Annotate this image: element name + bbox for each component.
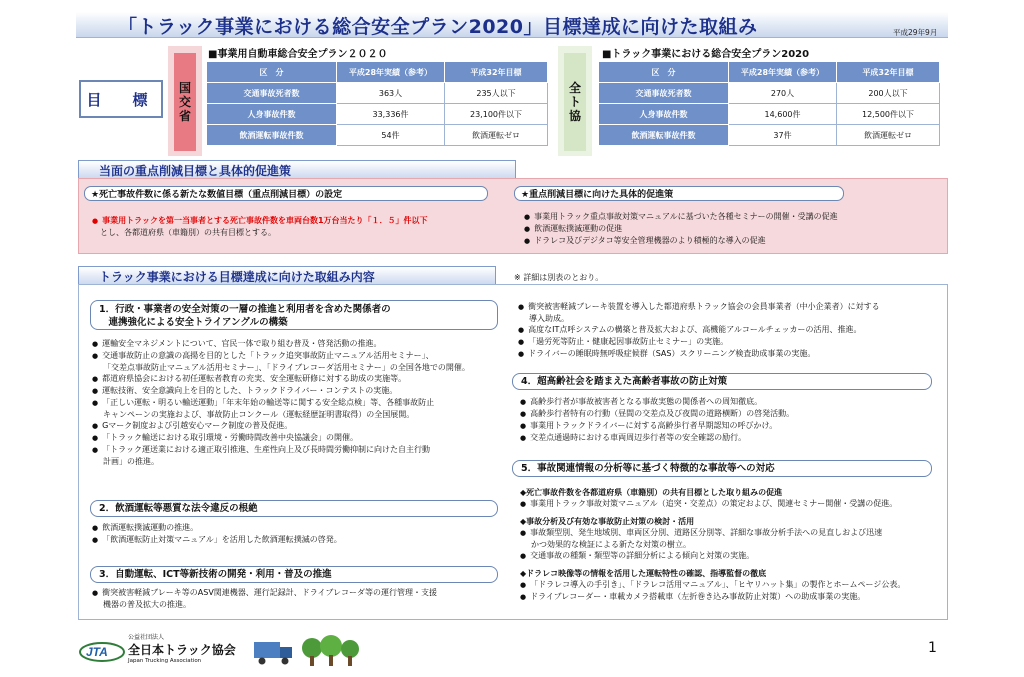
org-char: 国 <box>178 81 191 95</box>
org-char: 協 <box>568 109 581 123</box>
cell-target: 235人以下 <box>445 83 548 104</box>
row-label: 飲酒運転事故件数 <box>207 125 337 146</box>
logo-text: JTA <box>86 645 108 659</box>
section1-left-red <box>92 215 428 227</box>
mlit-target-table <box>206 61 548 146</box>
col-header: 平成32年目標 <box>445 62 548 83</box>
list-item: ● 高度なIT点呼システムの構築と普及拡大および、高機能アルコールチェッカーの活用、推進。 <box>518 324 880 336</box>
truck-icon <box>252 638 296 668</box>
goal-label: 目 標 <box>79 80 163 118</box>
mlit-org-label <box>174 53 196 151</box>
row-label: 人身事故件数 <box>207 104 337 125</box>
cell-target: 12,500件以下 <box>837 104 940 125</box>
list-item: ● 交通事故防止の意識の高揚を目的とした「トラック追突事故防止マニュアル活用セミナー」、 <box>92 350 470 362</box>
cell-actual: 363人 <box>337 83 445 104</box>
list-item: ● 「飲酒運転防止対策マニュアル」を活用した飲酒運転撲滅の啓発。 <box>92 534 342 546</box>
row-label: 飲酒運転事故件数 <box>599 125 729 146</box>
col-header: 平成28年実績（参考） <box>337 62 445 83</box>
trees-icon <box>300 634 362 670</box>
list-item: ● 「正しい運転・明るい輸送運動」「年末年始の輸送等に関する安全総点検」等、各種事故防止 <box>92 397 470 409</box>
table-header-row <box>207 62 548 83</box>
table-header-row <box>599 62 940 83</box>
list-item: ● 運転技術、安全意識向上を目的とした、トラックドライバー・コンテストの実施。 <box>92 385 470 397</box>
list-item: ● ドライバーの睡眠時無呼吸症候群（SAS）スクリーニング検査助成事業の実施。 <box>518 348 880 360</box>
group-head: ◆事故分析及び有効な事故防止対策の検討・活用 <box>520 517 695 526</box>
card4-list <box>520 396 794 444</box>
date-label: 平成29年9月 <box>893 28 938 37</box>
card2-head: 2．飲酒運転等悪質な法令違反の根絶 <box>90 500 498 517</box>
row-label: 人身事故件数 <box>599 104 729 125</box>
org-char: 交 <box>178 95 191 109</box>
section1-right-list <box>524 211 838 247</box>
list-item: ● 交通事故の種類・類型等の詳細分析による傾向と対策の実施。 <box>520 550 905 562</box>
group-head: ◆死亡事故件数を各都道府県（車籍別）の共有目標とした取り組みの促進 <box>520 488 783 497</box>
cell-actual: 37件 <box>729 125 837 146</box>
list-item: ● 事業用トラック事故対策マニュアル（追突・交差点）の策定および、関連セミナー開催・受講の促進。 <box>520 498 905 510</box>
assoc-name-block <box>128 632 236 664</box>
list-item: ● 都道府県協会における初任運転者教育の充実、安全運転研修に対する助成の実施等。 <box>92 373 470 385</box>
table-row <box>207 125 548 146</box>
list-item-cont: 機器の普及拡大の推進。 <box>103 600 191 609</box>
row-label: 交通事故死者数 <box>207 83 337 104</box>
cell-target: 飲酒運転ゼロ <box>445 125 548 146</box>
card-title-line: 連携強化による安全トライアングルの構築 <box>99 317 288 328</box>
card3-list <box>92 587 437 610</box>
bullet-icon <box>92 216 102 225</box>
assoc-en: Japan Trucking Association <box>128 658 202 664</box>
right-top-list <box>518 301 880 360</box>
col-header: 平成32年目標 <box>837 62 940 83</box>
card2-list <box>92 522 342 546</box>
assoc-name: 全日本トラック協会 <box>128 643 236 657</box>
list-item: ● 高齢歩行者が事故被害者となる事故実態の関係者への周知徹底。 <box>520 396 794 408</box>
card5-list <box>520 487 905 603</box>
table-row <box>599 125 940 146</box>
card3-head: 3．自動運転、ICT等新技術の開発・利用・普及の推進 <box>90 566 498 583</box>
jta-logo <box>78 638 126 664</box>
card1-head <box>90 300 498 330</box>
col-header: 区 分 <box>599 62 729 83</box>
page-number: 1 <box>928 640 937 656</box>
cell-target: 200人以下 <box>837 83 940 104</box>
list-item: ● 運輸安全マネジメントについて、官民一体で取り組む普及・啓発活動の推進。 <box>92 338 470 350</box>
list-item: ● 交差点通過時における車両周辺歩行者等の安全確認の励行。 <box>520 432 794 444</box>
list-item-cont: キャンペーンの実施および、事故防止コンクール（運転経歴証明書取得）の全国展開。 <box>103 410 415 419</box>
red-text: 事業用トラックを第一当事者とする死亡事故件数を車両台数1万台当たり「１．５」件以下 <box>102 216 428 225</box>
list-item: ● 「トラック輸送における取引環境・労働時間改善中央協議会」の開催。 <box>92 432 470 444</box>
list-item: ● ドライブレコーダー・車載カメラ搭載車（左折巻き込み事故防止対策）への助成事業の実施。 <box>520 591 905 603</box>
cell-actual: 54件 <box>337 125 445 146</box>
page-title: 「トラック事業における総合安全プラン2020」目標達成に向けた取組み <box>118 16 758 38</box>
list-item-cont: 計画」の推進。 <box>103 457 159 466</box>
card-title-line: 1．行政・事業者の安全対策の一層の推進と利用者を含めた関係者の <box>99 304 391 315</box>
list-item: ● 「ドラレコ導入の手引き」、「ドラレコ活用マニュアル」、「ヒヤリハット集」の製作とホームページ公表。 <box>520 579 905 591</box>
org-char: 省 <box>178 109 191 123</box>
table-row <box>599 83 940 104</box>
section2-header: トラック事業における目標達成に向けた取組み内容 <box>78 266 496 286</box>
assoc-small: 公益社団法人 <box>128 634 165 641</box>
jta-target-table <box>598 61 940 146</box>
table-row <box>207 83 548 104</box>
list-item: ● 飲酒運転撲滅運動の推進。 <box>92 522 342 534</box>
org-char: 全 <box>568 81 581 95</box>
list-item: ● 事故類型別、発生地域別、車両区分別、道路区分別等、詳細な事故分析手法への見直しおよび迅速 <box>520 527 905 539</box>
jta-org-label <box>564 53 586 151</box>
section1-left-head: ★死亡事故件数に係る新たな数値目標（重点削減目標）の設定 <box>84 186 488 201</box>
cell-actual: 14,600件 <box>729 104 837 125</box>
cell-actual: 270人 <box>729 83 837 104</box>
list-item: ● ドラレコ及びデジタコ等安全管理機器のより積極的な導入の促進 <box>524 235 838 247</box>
group-head: ◆ドラレコ映像等の情報を活用した運転特性の確認、指導監督の徹底 <box>520 569 767 578</box>
jta-plan-title: ■トラック事業における総合安全プラン2020 <box>602 49 810 60</box>
list-item: ● 事業用トラックドライバーに対する高齢歩行者早期認知の呼びかけ。 <box>520 420 794 432</box>
card5-head: 5．事故関連情報の分析等に基づく特徴的な事故等への対応 <box>512 460 932 477</box>
list-item: ● 高齢歩行者特有の行動（昼間の交差点及び夜間の道路横断）の啓発活動。 <box>520 408 794 420</box>
table-row <box>207 104 548 125</box>
section1-left-cont: とし、各都道府県（車籍別）の共有目標とする。 <box>100 228 276 237</box>
cell-actual: 33,336件 <box>337 104 445 125</box>
col-header: 平成28年実績（参考） <box>729 62 837 83</box>
list-item-cont: 導入助成。 <box>529 314 569 323</box>
card1-list <box>92 338 470 467</box>
list-item: ● Gマーク制度および引越安心マーク制度の普及促進。 <box>92 420 470 432</box>
list-item: ● 衝突被害軽減ブレーキ等のASV関連機器、運行記録計、ドライブレコーダ等の運行管理・支援 <box>92 587 437 599</box>
card4-head: 4．超高齢社会を踏まえた高齢者事故の防止対策 <box>512 373 932 390</box>
list-item: ● 飲酒運転撲滅運動の促進 <box>524 223 838 235</box>
mlit-plan-title: ■事業用自動車総合安全プラン２０２０ <box>208 49 388 60</box>
row-label: 交通事故死者数 <box>599 83 729 104</box>
section2-note: ※ 詳細は別表のとおり。 <box>514 273 604 282</box>
cell-target: 飲酒運転ゼロ <box>837 125 940 146</box>
list-item: ● 事業用トラック重点事故対策マニュアルに基づいた各種セミナーの開催・受講の促進 <box>524 211 838 223</box>
list-item: ● 衝突被害軽減ブレーキ装置を導入した都道府県トラック協会の会員事業者（中小企業者）に対する <box>518 301 880 313</box>
table-row <box>599 104 940 125</box>
col-header: 区 分 <box>207 62 337 83</box>
list-item-cont: かつ効果的な検証による新たな対策の樹立。 <box>531 540 691 549</box>
list-item: ● 「トラック運送業における適正取引推進、生産性向上及び長時間労働抑制に向けた自主行動 <box>92 444 470 456</box>
section1-right-head: ★重点削減目標に向けた具体的促進策 <box>514 186 844 201</box>
jta-logo-icon <box>78 638 126 664</box>
org-char: ト <box>568 95 581 109</box>
section1-header: 当面の重点削減目標と具体的促進策 <box>78 160 516 180</box>
cell-target: 23,100件以下 <box>445 104 548 125</box>
list-item: ● 「過労死等防止・健康起因事故防止セミナー」の実施。 <box>518 336 880 348</box>
list-item-cont: 「交差点事故防止マニュアル活用セミナー」、「ドライブレコーダ活用セミナー」の全国各地での開催。 <box>103 363 470 372</box>
